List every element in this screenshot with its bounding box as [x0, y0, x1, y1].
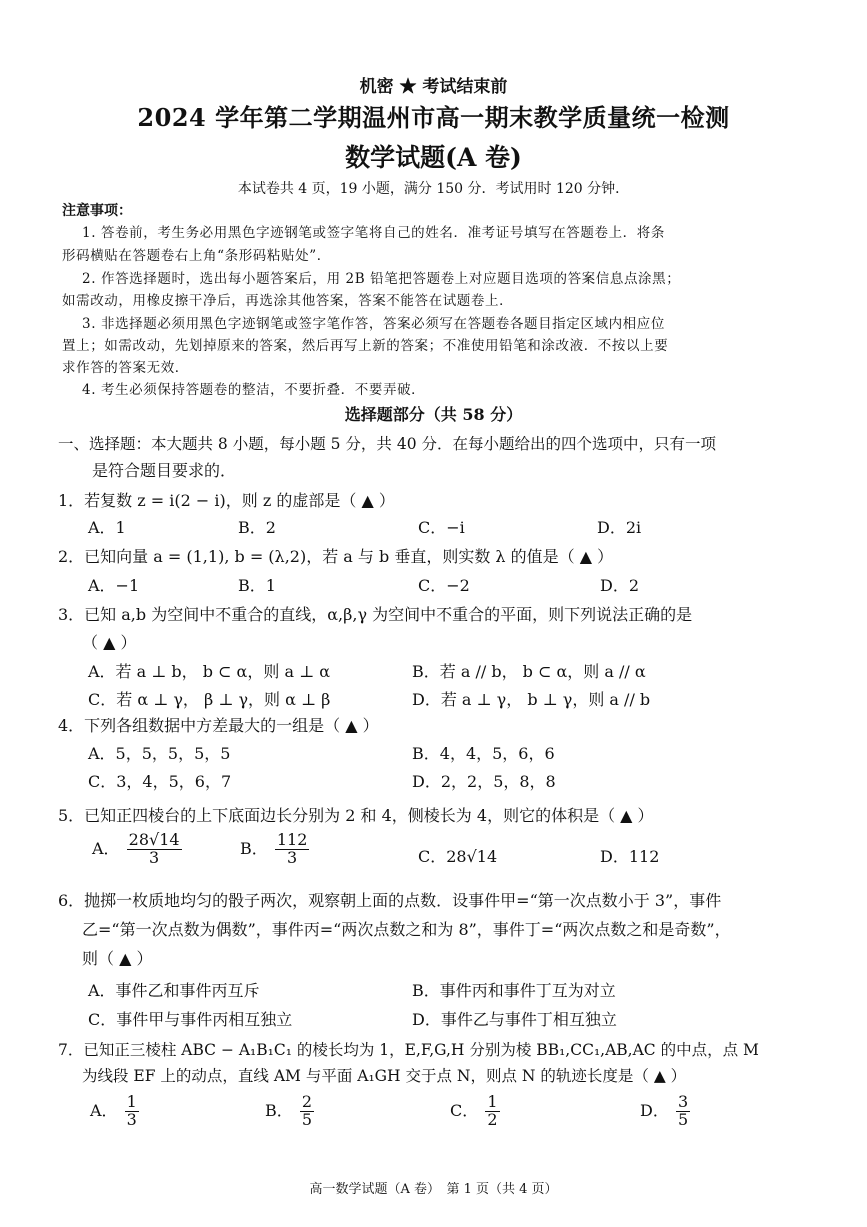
- q3-option-a: A．若 a ⊥ b， b ⊂ α，则 a ⊥ α: [88, 662, 331, 681]
- q6-option-b: B．事件丙和事件丁互为对立: [412, 981, 616, 1000]
- q7-option-b: [265, 1094, 316, 1129]
- q3-option-d: D．若 a ⊥ γ， b ⊥ γ，则 a // b: [412, 690, 651, 709]
- note-line: 形码横贴在答题卷右上角“条形码粘贴处”．: [62, 248, 331, 264]
- q7-option-b-numerator: 2: [301, 1092, 313, 1111]
- q7-option-d: [640, 1094, 692, 1129]
- q7-option-d-label: D．: [640, 1100, 669, 1120]
- exam-info: 本试卷共 4 页，19 小题，满分 150 分．考试用时 120 分钟．: [237, 181, 630, 197]
- question-1-stem: 1．若复数 z = i(2 − i)，则 z 的虚部是（ ▲ ）: [58, 491, 395, 510]
- q5-option-d: D．112: [600, 847, 660, 866]
- exam-title: 2024 学年第二学期温州市高一期末教学质量统一检测: [137, 103, 730, 132]
- note-line: 如需改动，用橡皮擦干净后，再选涂其他答案，答案不能答在试题卷上．: [62, 293, 514, 309]
- section-intro-cont: 是符合题目要求的．: [92, 461, 237, 480]
- q2-option-c: C．−2: [418, 576, 470, 595]
- question-6-stem-cont: 乙=“第一次点数为偶数”，事件丙=“两次点数之和为 8”，事件丁=“两次点数之和是奇数”，: [82, 920, 731, 939]
- question-3-stem-cont: （ ▲ ）: [82, 633, 137, 652]
- q5-option-a-label: A．: [92, 838, 120, 858]
- question-4-stem: 4．下列各组数据中方差最大的一组是（ ▲ ）: [58, 716, 379, 735]
- q7-option-c-fraction: [485, 1094, 499, 1129]
- q7-option-a-label: A．: [90, 1100, 118, 1120]
- question-6-stem: 6．抛掷一枚质地均匀的骰子两次，观察朝上面的点数．设事件甲=“第一次点数小于 3”，事件: [58, 891, 722, 910]
- q1-option-d: D．2i: [597, 518, 642, 537]
- q2-option-b: B．1: [238, 576, 276, 595]
- section-intro: 一、选择题：本大题共 8 小题，每小题 5 分，共 40 分．在每小题给出的四个选项中，只有一项: [58, 435, 717, 453]
- q4-option-a: A．5，5，5，5，5: [88, 744, 231, 763]
- q7-option-a-fraction: [125, 1094, 139, 1129]
- note-line: 3. 非选择题必须用黑色字迹钢笔或签字笔作答，答案必须写在答题卷各题目指定区域内相应位: [82, 316, 665, 332]
- q2-option-a: A．−1: [88, 576, 140, 595]
- question-6-stem-end: 则（ ▲ ）: [82, 949, 153, 968]
- q7-option-d-numerator: 3: [677, 1092, 689, 1111]
- q3-option-b: B．若 a // b， b ⊂ α，则 a // α: [412, 662, 646, 681]
- q2-option-d: D．2: [600, 576, 640, 595]
- q7-option-b-fraction: [300, 1094, 314, 1129]
- q5-option-b-fraction: [275, 832, 310, 867]
- q7-option-b-denominator: 5: [301, 1109, 313, 1129]
- q3-option-c: C．若 α ⊥ γ， β ⊥ γ，则 α ⊥ β: [88, 690, 331, 709]
- q1-option-b: B．2: [238, 518, 276, 537]
- q5-option-a-fraction: [127, 832, 182, 867]
- q1-option-a: A．1: [88, 518, 126, 537]
- q7-option-c-denominator: 2: [487, 1109, 498, 1129]
- q7-option-a: [90, 1094, 141, 1129]
- q5-option-b-numerator: 112: [276, 830, 308, 849]
- q5-option-b-label: B．: [240, 838, 268, 858]
- note-line: 1. 答卷前，考生务必用黑色字迹钢笔或签字笔将自己的姓名．准考证号填写在答题卷上．将条: [82, 225, 665, 241]
- q6-option-a: A．事件乙和事件丙互斥: [88, 981, 260, 1000]
- question-5-stem: 5．已知正四棱台的上下底面边长分别为 2 和 4，侧棱长为 4，则它的体积是（ ▲ ）: [58, 806, 654, 825]
- question-3-stem: 3．已知 a,b 为空间中不重合的直线，α,β,γ 为空间中不重合的平面，则下列说法正确的是: [58, 605, 693, 624]
- question-7-stem: 7．已知正三棱柱 ABC − A₁B₁C₁ 的棱长均为 1，E,F,G,H 分别为棱 BB₁,CC₁,AB,AC 的中点，点 M: [58, 1041, 759, 1059]
- q5-option-b: [240, 832, 311, 867]
- confidential-label: 机密 ★ 考试结束前: [359, 77, 508, 97]
- q4-option-b: B．4，4，5，6，6: [412, 744, 555, 763]
- note-line: 4. 考生必须保持答题卷的整洁，不要折叠．不要弄破．: [82, 382, 426, 398]
- q4-option-d: D．2，2，5，8，8: [412, 772, 556, 791]
- q7-option-b-label: B．: [265, 1100, 293, 1120]
- q6-option-d: D．事件乙与事件丁相互独立: [412, 1010, 617, 1029]
- q5-option-c: C．28√14: [418, 847, 498, 866]
- q7-option-c-label: C．: [450, 1100, 479, 1120]
- q5-option-b-denominator: 3: [287, 847, 298, 867]
- q7-option-c-numerator: 1: [487, 1092, 498, 1111]
- q7-option-c: [450, 1094, 502, 1129]
- notes-heading: 注意事项：: [62, 203, 132, 219]
- note-line: 2. 作答选择题时，选出每小题答案后，用 2B 铅笔把答题卷上对应题目选项的答案信息点涂黑；: [82, 271, 681, 287]
- q7-option-a-denominator: 3: [126, 1109, 137, 1129]
- q7-option-d-denominator: 5: [677, 1109, 689, 1129]
- section-title: 选择题部分（共 58 分）: [344, 405, 523, 424]
- q5-option-a-denominator: 3: [149, 847, 160, 867]
- q7-option-d-fraction: [676, 1094, 690, 1129]
- q7-option-a-numerator: 1: [126, 1092, 137, 1111]
- q4-option-c: C．3，4，5，6，7: [88, 772, 232, 791]
- q1-option-c: C．−i: [418, 518, 465, 537]
- exam-subtitle: 数学试题(A 卷): [345, 143, 522, 172]
- note-line: 求作答的答案无效．: [62, 360, 189, 376]
- q6-option-c: C．事件甲与事件丙相互独立: [88, 1010, 293, 1029]
- note-line: 置上；如需改动，先划掉原来的答案，然后再写上新的答案；不准使用铅笔和涂改液．不按以上要: [62, 338, 669, 354]
- question-2-stem: 2．已知向量 a = (1,1), b = (λ,2)，若 a 与 b 垂直，则实数 λ 的值是（ ▲ ）: [58, 547, 614, 566]
- page-footer: 高一数学试题（A 卷） 第 1 页（共 4 页）: [309, 1182, 558, 1197]
- question-7-stem-cont: 为线段 EF 上的动点，直线 AM 与平面 A₁GH 交于点 N，则点 N 的轨迹长度是（ ▲ ）: [82, 1067, 687, 1085]
- q5-option-a: [92, 832, 184, 867]
- q5-option-a-numerator: 28√14: [128, 830, 180, 849]
